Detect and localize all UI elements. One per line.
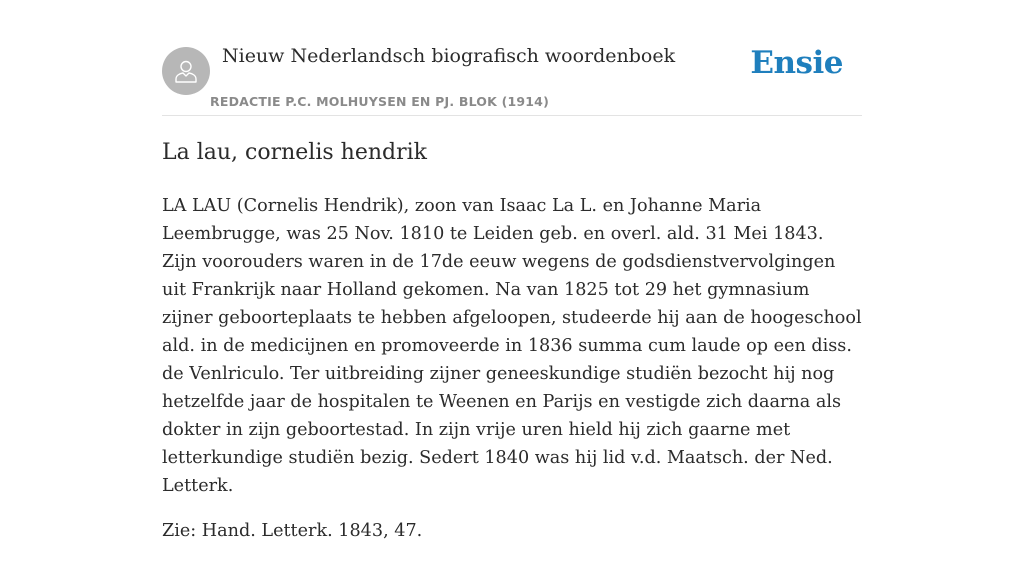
article-paragraph: LA LAU (Cornelis Hendrik), zoon van Isaac La L. en Johanne Maria Leembrugge, was 25 Nov. 1810 te Leiden geb. en overl. ald. 31 Mei 1843. Zijn voorouders waren in de 17de eeuw wegens de godsdienstvervolgingen uit Frankrijk naar Holland gekomen. Na van 1825 tot 29 het gymnasium zijner geboorteplaats te hebben afgeloopen, studeerde hij aan de hoogeschool ald. in de medicijnen en promoveerde in 1836 summa cum laude op een diss. de Venlriculo. Ter uitbreiding zijner geneeskundige studiën bezocht hij nog hetzelfde jaar de hospitalen te Weenen en Parijs en vestigde zich daarna als dokter in zijn geboortestad. In zijn vrije uren hield hij zich gaarne met letterkundige studiën bezig. Sedert 1840 was hij lid v.d. Maatsch. der Ned. Letterk. (162, 196, 862, 496)
article-reference: Zie: Hand. Letterk. 1843, 47. (162, 521, 423, 541)
source-title[interactable]: Nieuw Nederlandsch biografisch woordenboek (222, 45, 676, 67)
article-title: La lau, cornelis hendrik (162, 140, 427, 165)
user-icon[interactable] (162, 47, 210, 95)
source-header (162, 0, 862, 116)
source-editor: REDACTIE P.C. MOLHUYSEN EN PJ. BLOK (1914) (210, 94, 549, 109)
ensie-logo[interactable]: Ensie (750, 45, 843, 81)
article-body (162, 192, 862, 562)
